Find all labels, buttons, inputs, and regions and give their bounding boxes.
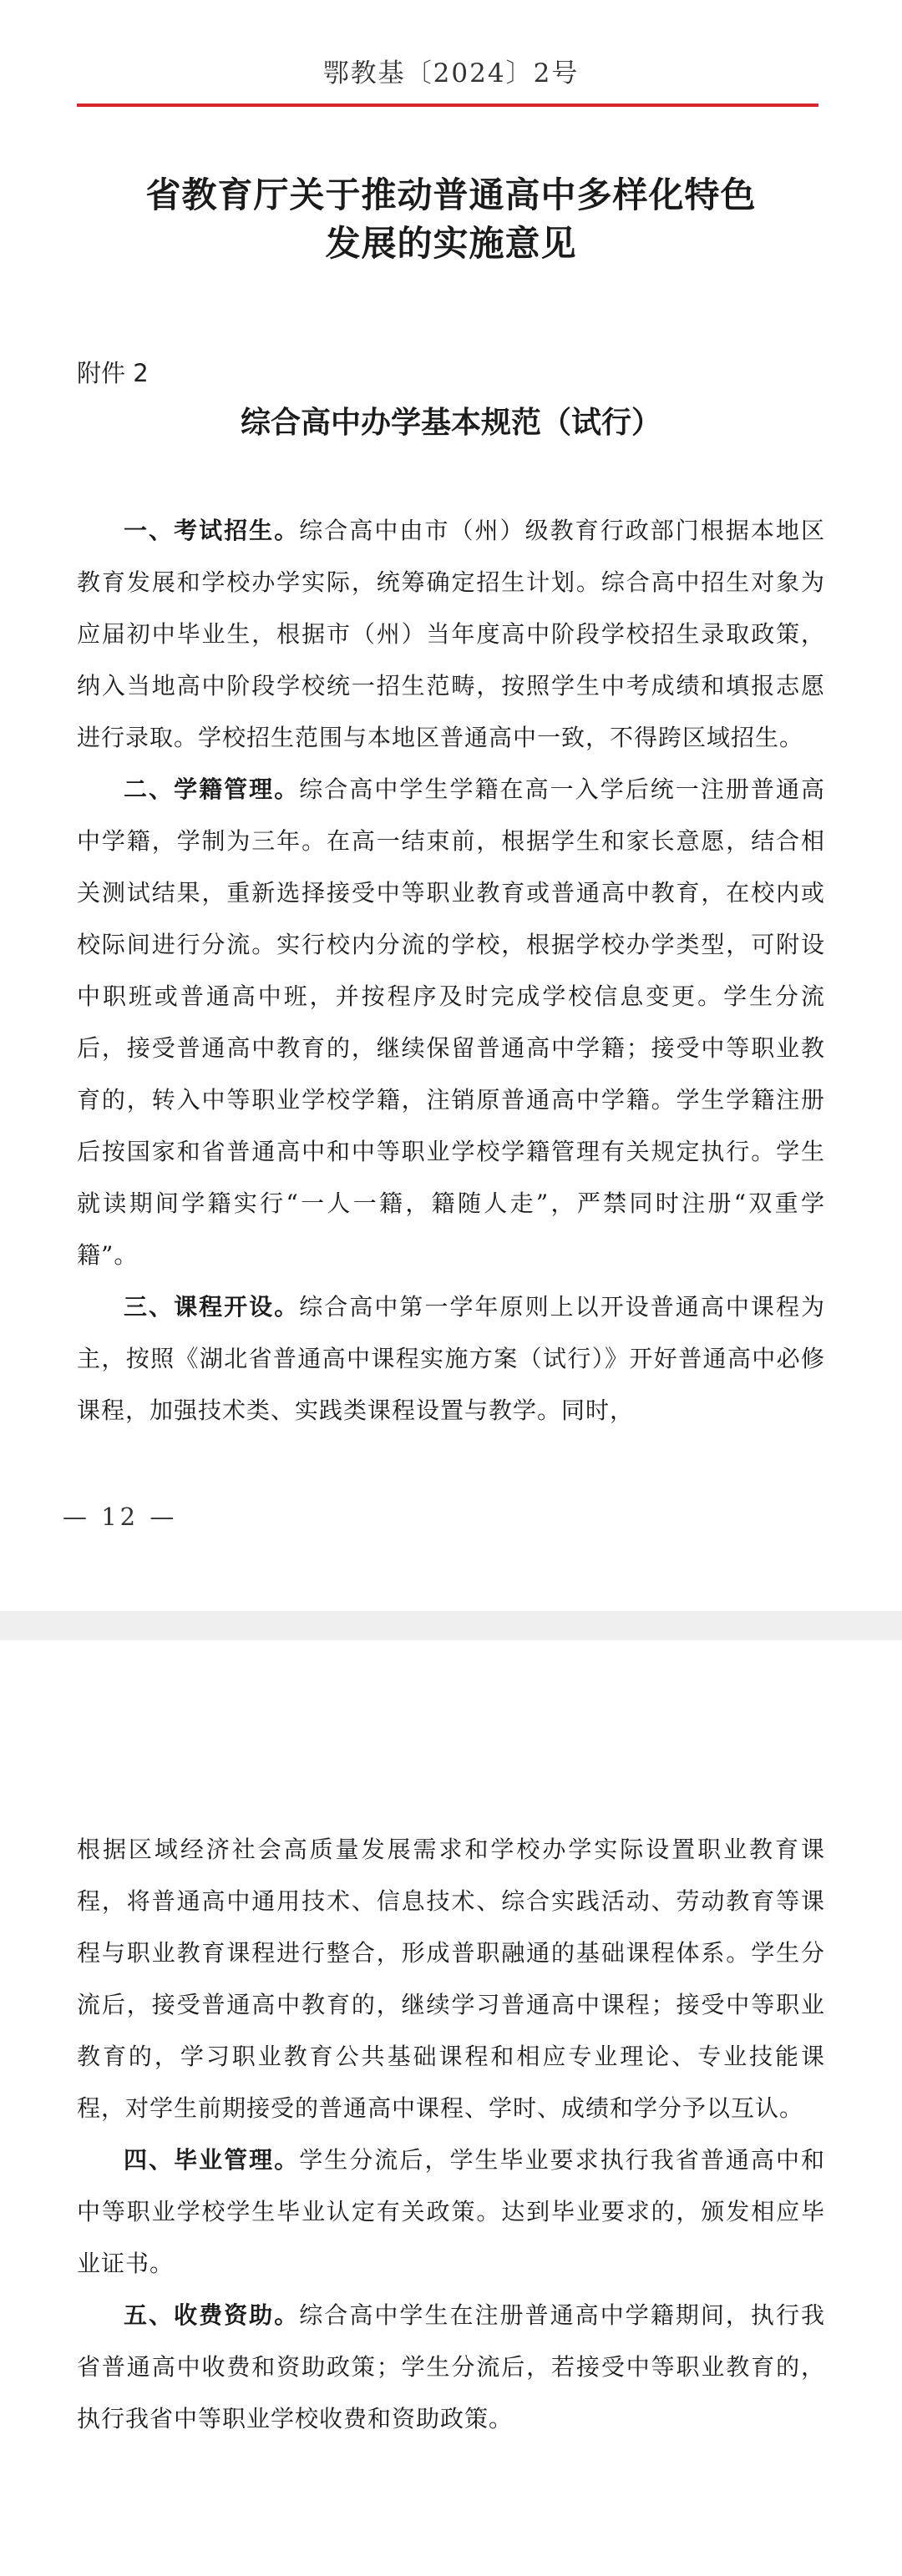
section-graduation — [77, 2134, 825, 2290]
section-text: 综合高中学生在注册普通高中学籍期间，执行我省普通高中收费和资助政策；学生分流后，若接受中等职业教育的，执行我省中等职业学校收费和资助政策。 — [77, 2301, 825, 2432]
section-text: 综合高中由市（州）级教育行政部门根据本地区教育发展和学校办学实际，统筹确定招生计划。综合高中招生对象为应届初中毕业生，根据市（州）当年度高中阶段学校招生录取政策，纳入当地高中阶段学校统一招生范畴，按照学生中考成绩和填报志愿进行录取。学校招生范围与本地区普通高中一致，不得跨区域招生。 — [77, 517, 825, 751]
title-line-2: 发展的实施意见 — [325, 223, 577, 264]
section-heading: 五、收费资助。 — [124, 2301, 300, 2329]
section-heading: 一、考试招生。 — [124, 517, 300, 544]
section-heading: 三、课程开设。 — [124, 1293, 300, 1321]
section-exam-enrollment — [77, 505, 825, 764]
section-text: 综合高中学生学籍在高一入学后统一注册普通高中学籍，学制为三年。在高一结束前，根据学生和家长意愿，结合相关测试结果，重新选择接受中等职业教育或普通高中教育，在校内或校际间进行分流。实行校内分流的学校，根据学校办学类型，可附设中职班或普通高中班，并按程序及时完成学校信息变更。学生分流后，接受普通高中教育的，继续保留普通高中学籍；接受中等职业教育的，转入中等职业学校学籍，注销原普通高中学籍。学生学籍注册后按国家和省普通高中和中等职业学校学籍管理有关规定执行。学生就读期间学籍实行“一人一籍，籍随人走”，严禁同时注册“双重学籍”。 — [77, 775, 825, 1269]
curriculum-continuation: 根据区域经济社会高质量发展需求和学校办学实际设置职业教育课程，将普通高中通用技术、信息技术、综合实践活动、劳动教育等课程与职业教育课程进行整合，形成普职融通的基础课程体系。学生分流后，接受普通高中教育的，继续学习普通高中课程；接受中等职业教育的，学习职业教育公共基础课程和相应专业理论、专业技能课程，对学生前期接受的普通高中课程、学时、成绩和学分予以互认。 — [77, 1836, 825, 2122]
section-heading: 二、学籍管理。 — [124, 775, 300, 803]
document-title — [100, 171, 802, 268]
section-student-status — [77, 764, 825, 1281]
body-page-2 — [77, 1824, 825, 2445]
section-heading: 四、毕业管理。 — [124, 2146, 300, 2174]
section-curriculum — [77, 1281, 825, 1437]
page-number: — 12 — — [63, 1503, 178, 1531]
attachment-label: 附件 2 — [77, 359, 149, 387]
section-fees-aid — [77, 2290, 825, 2445]
page-gap — [0, 1611, 902, 1640]
body-page-1 — [77, 505, 825, 1437]
attachment-title: 综合高中办学基本规范（试行） — [240, 406, 661, 440]
red-header-rule — [77, 104, 818, 107]
document-number: 鄂教基〔2024〕2号 — [322, 58, 580, 88]
section-text: 综合高中第一学年原则上以开设普通高中课程为主，按照《湖北省普通高中课程实施方案（试行）》开好普通高中必修课程，加强技术类、实践类课程设置与教学。同时， — [77, 1293, 825, 1424]
section-text: 学生分流后，学生毕业要求执行我省普通高中和中等职业学校学生毕业认定有关政策。达到毕业要求的，颁发相应毕业证书。 — [77, 2146, 825, 2277]
title-line-1: 省教育厅关于推动普通高中多样化特色 — [145, 174, 757, 215]
